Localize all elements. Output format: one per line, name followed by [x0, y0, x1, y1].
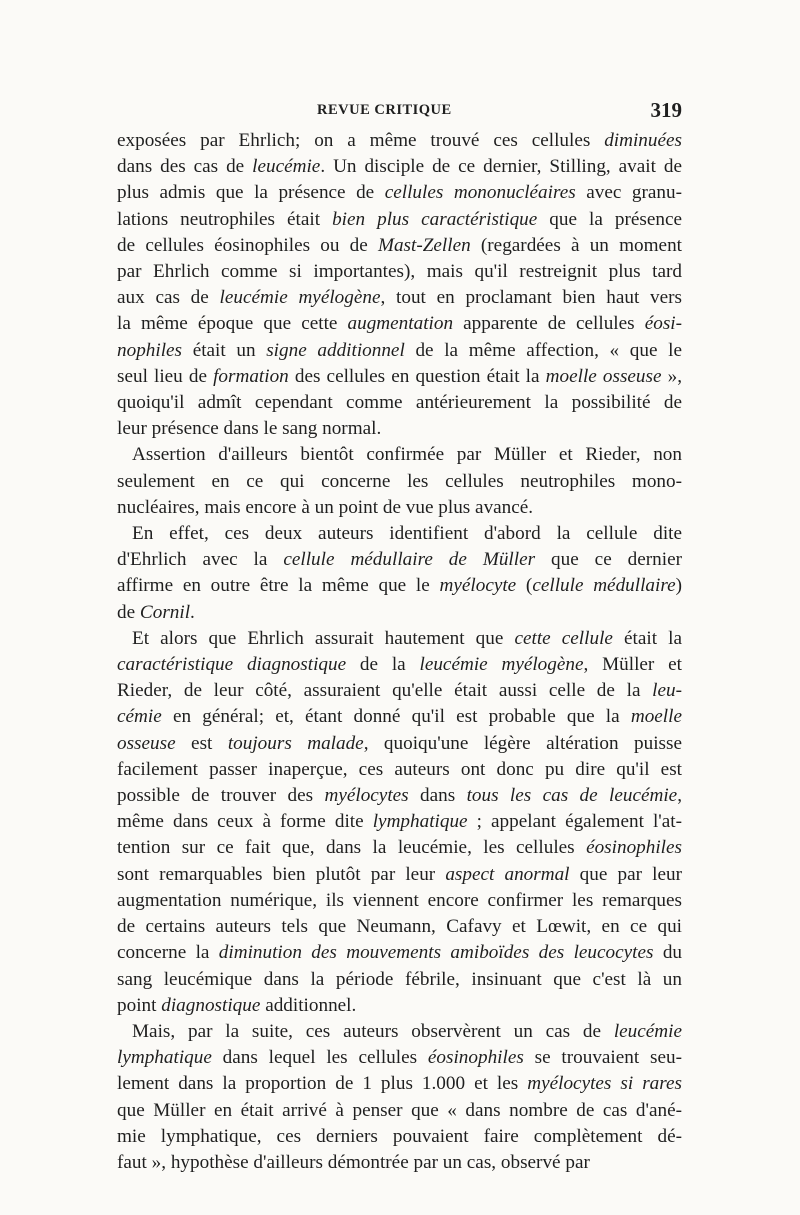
text-run: additionnel. [260, 994, 357, 1016]
italic-text: cette cellule [514, 627, 613, 649]
running-title: REVUE CRITIQUE [317, 102, 452, 118]
italic-text: leucémie [613, 1020, 682, 1042]
text-run: de la même affection, « que le [404, 339, 682, 361]
text-run: , Müller et [583, 654, 682, 676]
text-run: . Un disciple de ce dernier, Stilling, avait de [320, 156, 683, 178]
text-run: quoiqu'il admît cependant comme antérieurement la possibilité de [117, 392, 682, 414]
text-run: (regardées à un moment [470, 234, 682, 256]
text-run: point [117, 994, 162, 1016]
text-run: est [175, 732, 228, 754]
italic-text: Mast-Zellen [377, 234, 471, 256]
text-line [117, 416, 682, 442]
text-run: ( [516, 575, 533, 597]
italic-text: nophiles [117, 339, 183, 361]
text-run: aux cas de [117, 287, 220, 309]
text-run: , tout en proclamant bien haut vers [380, 287, 682, 309]
text-line [117, 338, 682, 364]
text-line [117, 888, 682, 914]
italic-text: éosinophiles [586, 837, 682, 859]
text-run: leur présence dans le sang normal. [117, 418, 382, 440]
text-run: de [117, 601, 140, 623]
text-line [117, 521, 682, 547]
text-line [117, 993, 682, 1019]
text-line [117, 1071, 682, 1097]
italic-text: caractéristique diagnostique [117, 654, 347, 676]
text-line [117, 914, 682, 940]
italic-text: diminuées [604, 130, 682, 151]
text-line [117, 809, 682, 835]
text-run: mie lymphatique, ces derniers pouvaient faire complètement dé- [117, 1125, 682, 1147]
text-run: tention sur ce fait que, dans la leucémie, les cellules [117, 837, 587, 859]
text-run: avec granu- [575, 182, 682, 204]
text-line [117, 259, 682, 285]
text-line [117, 311, 682, 337]
text-run: , quoiqu'une légère altération puisse [363, 732, 682, 754]
text-line [117, 154, 682, 180]
italic-text: toujours malade [227, 732, 364, 754]
italic-text: myélocytes si rares [527, 1073, 682, 1095]
text-line [117, 940, 682, 966]
text-run: Rieder, de leur côté, assuraient qu'elle était aussi celle de la [117, 680, 653, 702]
text-run: se trouvaient seu- [523, 1047, 682, 1069]
text-run: seul lieu de [117, 365, 214, 387]
text-line [117, 731, 682, 757]
text-run: du [653, 942, 683, 964]
page-number: 319 [650, 98, 682, 122]
text-line [117, 1124, 682, 1150]
italic-text: diagnostique [161, 994, 261, 1016]
italic-text: cellules mononucléaires [384, 182, 576, 204]
text-line [117, 364, 682, 390]
text-line [117, 1150, 682, 1176]
italic-text: cellule médullaire [532, 575, 676, 597]
text-line [117, 285, 682, 311]
page-header [117, 98, 682, 124]
text-run: augmentation numérique, ils viennent encore confirmer les remarques [117, 889, 682, 911]
text-run: faut », hypothèse d'ailleurs démontrée par un cas, observé par [117, 1151, 590, 1173]
text-run: lations neutrophiles était [117, 208, 333, 230]
text-line [117, 128, 682, 154]
text-run: la même époque que cette [117, 313, 348, 335]
text-run: affirme en outre être la même que le [117, 575, 440, 597]
italic-text: osseuse [117, 732, 176, 754]
text-line [117, 862, 682, 888]
text-run: dans des cas de [117, 156, 253, 178]
italic-text: augmentation [347, 313, 454, 335]
text-run: ; appelant également l'at- [467, 811, 682, 833]
italic-text: formation [213, 365, 289, 387]
text-run: de cellules éosinophiles ou de [117, 234, 378, 256]
text-run: Assertion d'ailleurs bientôt confirmée par Müller et Rieder, non [132, 444, 682, 466]
text-run: exposées par Ehrlich; on a même trouvé ces cellules [117, 130, 605, 151]
italic-text: lymphatique [117, 1047, 212, 1069]
italic-text: myélocyte [439, 575, 517, 597]
italic-text: cellule médullaire de Müller [283, 549, 536, 571]
text-line [117, 1045, 682, 1071]
italic-text: diminution des mouvements amiboïdes des leucocytes [218, 942, 654, 964]
text-line [117, 573, 682, 599]
italic-text: éosinophiles [427, 1047, 524, 1069]
text-run: », [661, 365, 683, 387]
text-run: d'Ehrlich avec la [117, 549, 284, 571]
italic-text: leucémie myélogène [419, 654, 584, 676]
text-line [117, 180, 682, 206]
text-run: en général; et, étant donné qu'il est probable que la [161, 706, 631, 728]
text-run: dans [408, 785, 467, 807]
italic-text: lymphatique [372, 811, 468, 833]
italic-text: bien plus caractéristique [332, 208, 538, 230]
text-line [117, 704, 682, 730]
italic-text: tous les cas de leucémie [466, 785, 678, 807]
italic-text: cémie [117, 706, 162, 728]
text-run: ) [675, 575, 682, 597]
text-line [117, 547, 682, 573]
text-run: sang leucémique dans la période fébrile, insinuant que c'est là un [117, 968, 682, 990]
text-run: que la présence [537, 208, 682, 230]
text-run: lement dans la proportion de 1 plus 1.000 et les [117, 1073, 528, 1095]
italic-text: leu- [652, 680, 682, 702]
text-run: nucléaires, mais encore à un point de vue plus avancé. [117, 496, 534, 518]
text-line [117, 1098, 682, 1124]
text-run: de la [346, 654, 420, 676]
body-text [117, 128, 682, 1176]
text-run: que ce dernier [535, 549, 682, 571]
italic-text: aspect anormal [445, 863, 570, 885]
text-line [117, 652, 682, 678]
italic-text: Cornil [139, 601, 191, 623]
text-run: par Ehrlich comme si importantes), mais qu'il restreignit plus tard [117, 261, 682, 283]
text-run: Mais, par la suite, ces auteurs observèrent un cas de [132, 1020, 614, 1042]
text-run: que Müller en était arrivé à penser que « dans nombre de cas d'ané- [117, 1099, 682, 1121]
italic-text: moelle [630, 706, 682, 728]
text-run: de certains auteurs tels que Neumann, Cafavy et Lœwit, en ce qui [117, 916, 682, 938]
text-run: apparente de cellules [453, 313, 645, 335]
italic-text: signe additionnel [266, 339, 405, 361]
text-run: était un [182, 339, 267, 361]
text-run: possible de trouver des [117, 785, 325, 807]
text-line [117, 626, 682, 652]
italic-text: leucémie myélogène [219, 287, 381, 309]
text-line [117, 390, 682, 416]
italic-text: moelle osseuse [545, 365, 662, 387]
text-line [117, 967, 682, 993]
italic-text: éosi- [644, 313, 683, 335]
text-run: dans lequel les cellules [211, 1047, 428, 1069]
text-line [117, 835, 682, 861]
text-line [117, 783, 682, 809]
text-run: . [190, 601, 195, 623]
text-line [117, 469, 682, 495]
text-line [117, 678, 682, 704]
text-run: même dans ceux à forme dite [117, 811, 373, 833]
text-line [117, 207, 682, 233]
italic-text: leucémie [252, 156, 321, 178]
italic-text: myélocytes [324, 785, 409, 807]
text-line [117, 233, 682, 259]
text-run: des cellules en question était la [288, 365, 546, 387]
text-run: concerne la [117, 942, 219, 964]
text-run: Et alors que Ehrlich assurait hautement que [132, 627, 515, 649]
text-run: que par leur [569, 863, 682, 885]
text-line [117, 495, 682, 521]
text-run: , [677, 785, 682, 807]
text-line [117, 757, 682, 783]
text-run: plus admis que la présence de [117, 182, 385, 204]
text-line [117, 600, 682, 626]
text-line [117, 442, 682, 468]
text-line [117, 1019, 682, 1045]
text-run: sont remarquables bien plutôt par leur [117, 863, 446, 885]
text-run: était la [612, 627, 682, 649]
text-run: En effet, ces deux auteurs identifient d'abord la cellule dite [132, 523, 682, 545]
text-run: facilement passer inaperçue, ces auteurs ont donc pu dire qu'il est [117, 758, 682, 780]
text-run: seulement en ce qui concerne les cellules neutrophiles mono- [117, 470, 682, 492]
